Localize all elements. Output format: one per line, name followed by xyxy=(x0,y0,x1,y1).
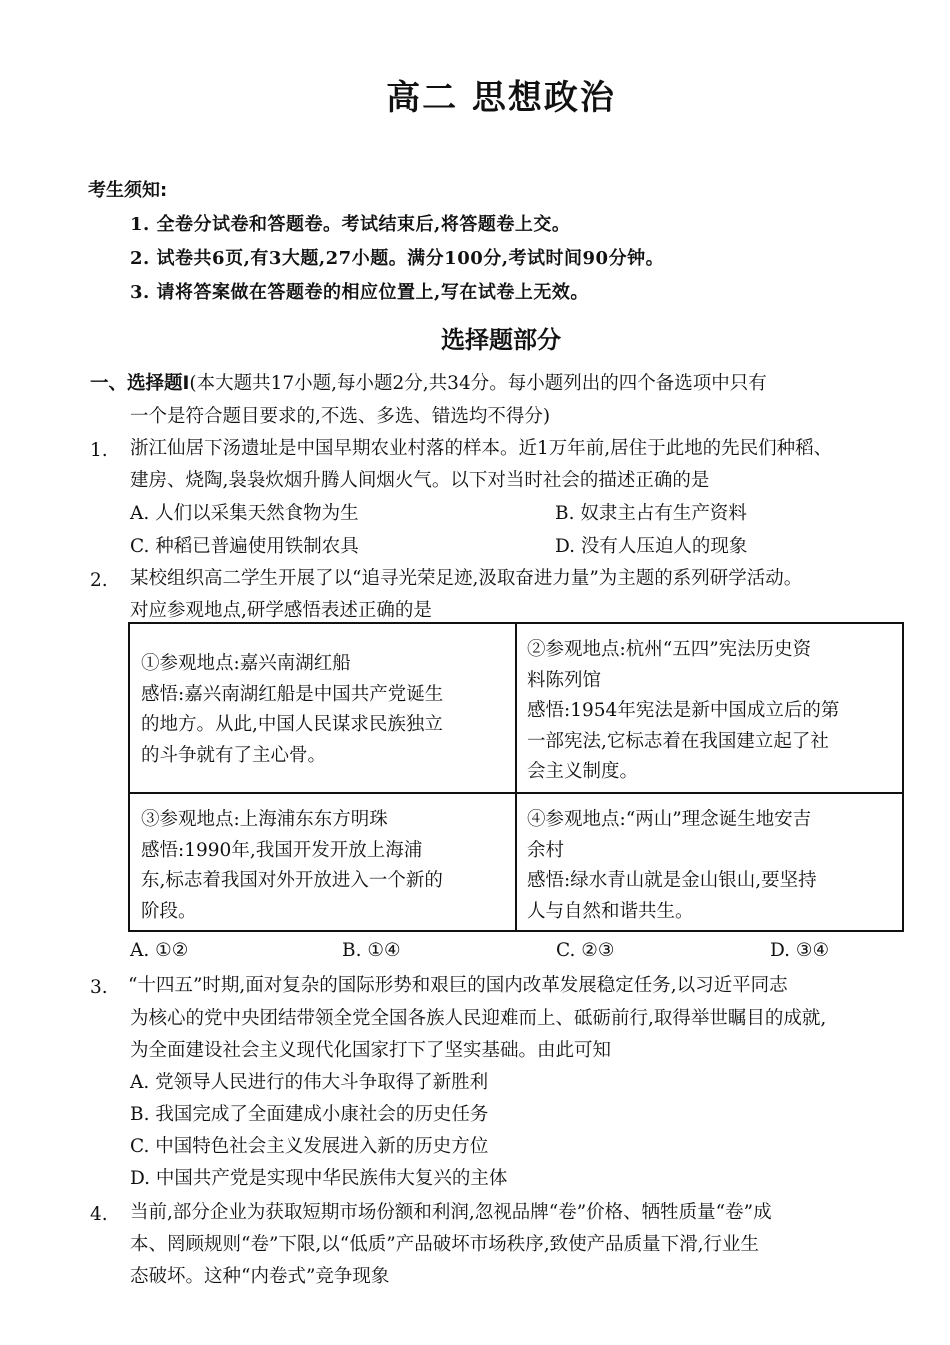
cell-line: 一部宪法,它标志着在我国建立起了社 xyxy=(527,730,829,752)
option-c: C. 种稻已普遍使用铁制农具 xyxy=(130,536,359,557)
cell-line: 阶段。 xyxy=(141,900,197,922)
part-header-line xyxy=(90,375,767,394)
cell-line: ④参观地点:“两山”理念诞生地安吉 xyxy=(527,809,812,830)
question-text: 对应参观地点,研学感悟表述正确的是 xyxy=(130,600,432,621)
cell-line: 感悟:1990年,我国开发开放上海浦 xyxy=(141,839,423,861)
notice-item: 1. 全卷分试卷和答题卷。考试结束后,将答题卷上交。 xyxy=(130,214,571,235)
table-cell-2 xyxy=(527,635,839,788)
table-cell-4 xyxy=(527,805,817,927)
question-number: 1. xyxy=(90,440,108,461)
question-text: “十四五”时期,面对复杂的国际形势和艰巨的国内改革发展稳定任务,以习近平同志 xyxy=(128,975,788,996)
notice-item: 2. 试卷共6页,有3大题,27小题。满分100分,考试时间90分钟。 xyxy=(130,248,665,269)
cell-line: 会主义制度。 xyxy=(527,761,639,782)
part-instructions: (本大题共17小题,每小题2分,共34分。每小题列出的四个备选项中只有 xyxy=(189,373,767,394)
option-a: A. 党领导人民进行的伟大斗争取得了新胜利 xyxy=(130,1072,489,1093)
option-a: A. 人们以采集天然食物为生 xyxy=(130,503,359,524)
question-number: 2. xyxy=(90,570,108,591)
cell-line: 的地方。从此,中国人民谋求民族独立 xyxy=(141,714,443,735)
cell-line: 感悟:嘉兴南湖红船是中国共产党诞生 xyxy=(141,683,444,705)
cell-line: 感悟:1954年宪法是新中国成立后的第 xyxy=(527,700,840,721)
page-title: 高二 思想政治 xyxy=(386,78,616,118)
cell-line: ①参观地点:嘉兴南湖红船 xyxy=(141,653,351,674)
question-number: 4. xyxy=(90,1204,108,1225)
question-text: 当前,部分企业为获取短期市场份额和利润,忽视品牌“卷”价格、牺牲质量“卷”成 xyxy=(130,1202,772,1223)
question-text: 为核心的党中央团结带领全党全国各族人民迎难而上、砥砺前行,取得举世瞩目的成就, xyxy=(130,1008,827,1029)
notice-item: 3. 请将答案做在答题卷的相应位置上,写在试卷上无效。 xyxy=(130,282,589,303)
cell-line: 感悟:绿水青山就是金山银山,要坚持 xyxy=(527,870,817,891)
site-table xyxy=(128,622,904,932)
cell-line: ③参观地点:上海浦东东方明珠 xyxy=(141,809,388,830)
option-d: D. 没有人压迫人的现象 xyxy=(555,536,748,557)
question-text: 某校组织高二学生开展了以“追寻光荣足迹,汲取奋进力量”为主题的系列研学活动。 xyxy=(130,568,803,589)
question-text: 为全面建设社会主义现代化国家打下了坚实基础。由此可知 xyxy=(130,1040,612,1061)
question-text: 本、罔顾规则“卷”下限,以“低质”产品破坏市场秩序,致使产品质量下滑,行业生 xyxy=(130,1234,759,1255)
cell-line: 的斗争就有了主心骨。 xyxy=(141,744,327,766)
section-title: 选择题部分 xyxy=(441,326,561,354)
option-b: B. ①④ xyxy=(342,940,401,961)
option-a: A. ①② xyxy=(130,940,189,961)
question-text: 建房、烧陶,袅袅炊烟升腾人间烟火气。以下对当时社会的描述正确的是 xyxy=(130,470,710,491)
option-b: B. 奴隶主占有生产资料 xyxy=(555,503,747,524)
table-cell-1 xyxy=(141,649,443,771)
option-b: B. 我国完成了全面建成小康社会的历史任务 xyxy=(130,1104,489,1125)
question-number: 3. xyxy=(90,977,108,998)
cell-line: 东,标志着我国对外开放进入一个新的 xyxy=(141,870,443,891)
option-d: D. ③④ xyxy=(770,940,830,961)
table-divider xyxy=(130,792,902,794)
part-instructions-cont: 一个是符合题目要求的,不选、多选、错选均不得分) xyxy=(130,406,551,427)
part-label: 一、选择题Ⅰ xyxy=(90,373,190,394)
cell-line: 余村 xyxy=(527,839,565,861)
table-divider xyxy=(515,624,517,930)
notice-heading: 考生须知: xyxy=(88,180,168,201)
cell-line: ②参观地点:杭州“五四”宪法历史资 xyxy=(527,639,812,660)
cell-line: 料陈列馆 xyxy=(527,669,602,691)
option-c: C. 中国特色社会主义发展进入新的历史方位 xyxy=(130,1136,489,1157)
question-text: 浙江仙居下汤遗址是中国早期农业村落的样本。近1万年前,居住于此地的先民们种稻、 xyxy=(130,438,833,459)
option-d: D. 中国共产党是实现中华民族伟大复兴的主体 xyxy=(130,1168,508,1189)
question-text: 态破坏。这种“内卷式”竞争现象 xyxy=(130,1266,390,1287)
option-c: C. ②③ xyxy=(556,940,615,961)
table-cell-3 xyxy=(141,805,443,927)
cell-line: 人与自然和谐共生。 xyxy=(527,900,694,922)
